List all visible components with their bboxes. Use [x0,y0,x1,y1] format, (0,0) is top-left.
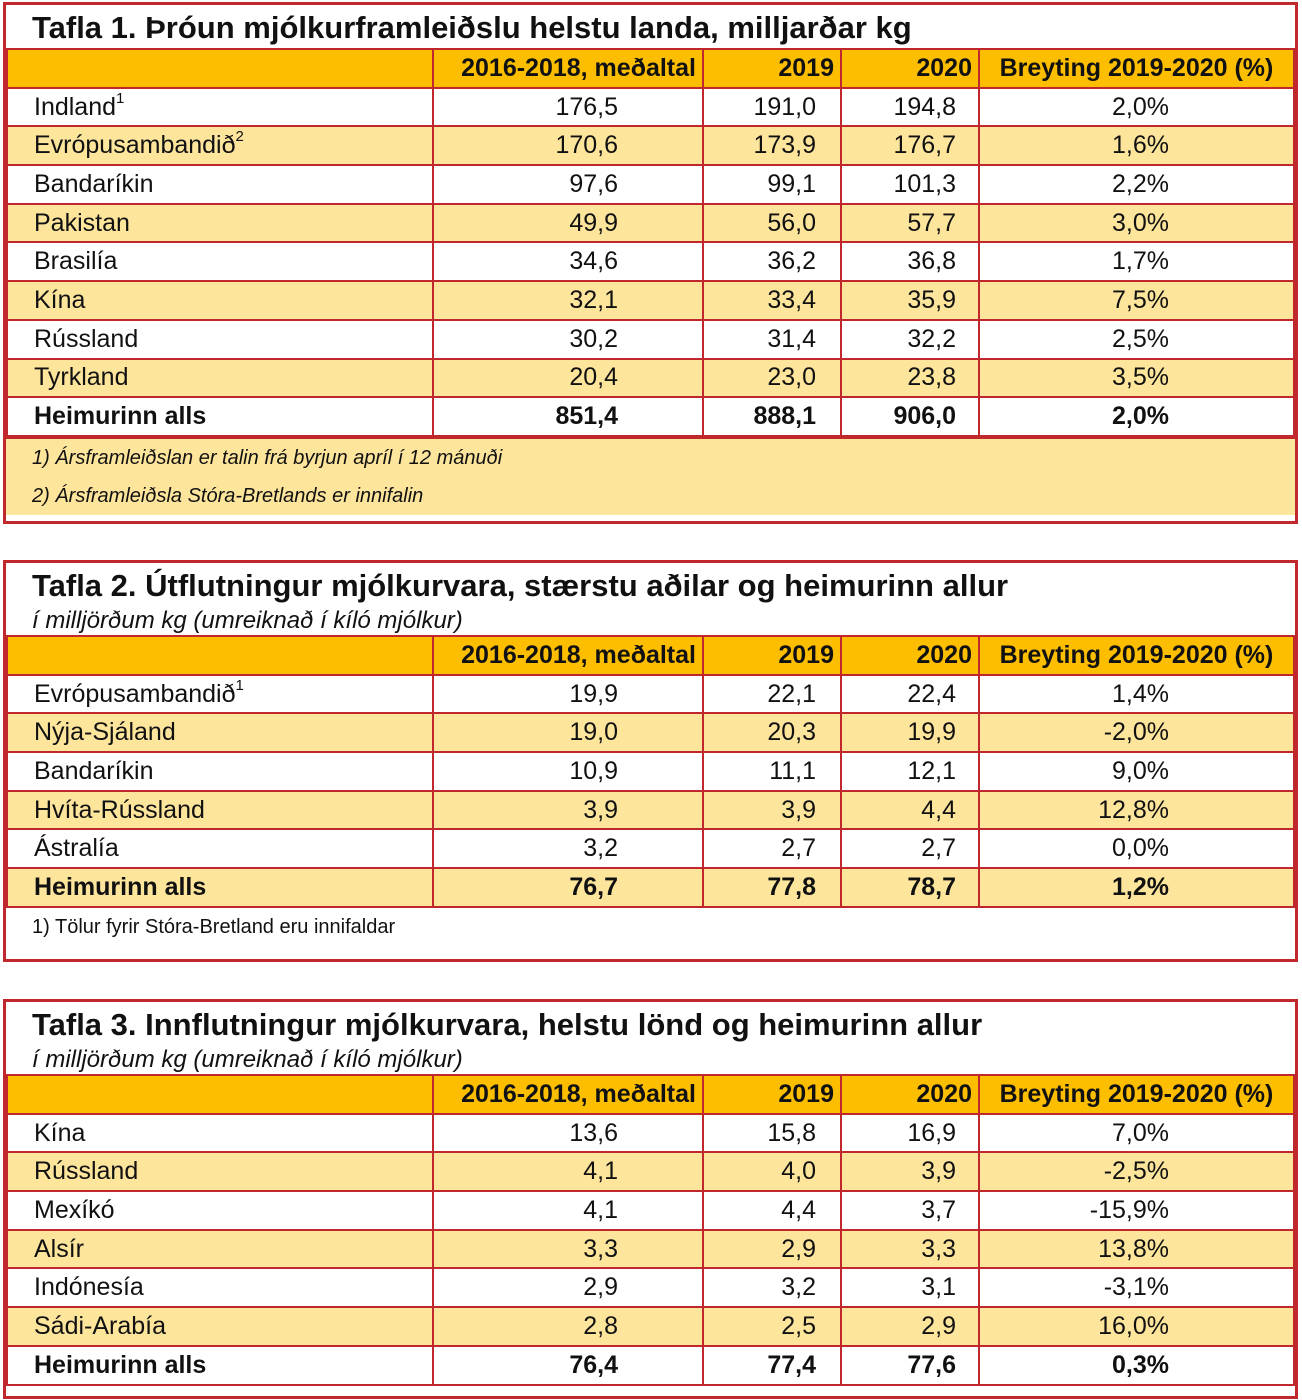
cell-change: 2,0% [979,88,1294,127]
cell-change: 16,0% [979,1307,1294,1346]
header-cell-2019: 2019 [703,636,841,675]
row-label: Rússland [7,1152,433,1191]
cell-avg: 3,2 [433,829,703,868]
table-title: Tafla 1. Þróun mjólkurframleiðslu helstu landa, milljarðar kg [32,10,912,45]
header-cell-avg: 2016-2018, meðaltal [433,1075,703,1114]
cell-change: 2,2% [979,165,1294,204]
cell-change: -2,0% [979,713,1294,752]
table-row [7,1268,1294,1307]
cell-change: 2,5% [979,320,1294,359]
table-1-production [3,2,1298,524]
row-label: Kína [7,281,433,320]
cell-change: -2,5% [979,1152,1294,1191]
cell-2020: 2,7 [841,829,979,868]
cell-avg: 76,4 [433,1346,703,1385]
table-title: Tafla 3. Innflutningur mjólkurvara, helstu lönd og heimurinn allur [32,1007,983,1042]
footnote-marker: 1 [116,89,125,107]
header-cell-2019: 2019 [703,49,841,88]
header-cell-change: Breyting 2019-2020 (%) [979,636,1294,675]
table-row [7,126,1294,165]
total-row [7,868,1294,907]
cell-change: 7,0% [979,1114,1294,1153]
header-cell-label [7,636,433,675]
cell-avg: 10,9 [433,752,703,791]
table-row [7,829,1294,868]
cell-avg: 32,1 [433,281,703,320]
footnote: 1) Ársframleiðslan er talin frá byrjun apríl í 12 mánuði [32,446,503,469]
header-cell-label [7,49,433,88]
cell-change: 1,2% [979,868,1294,907]
cell-2019: 2,9 [703,1230,841,1269]
table-row [7,752,1294,791]
cell-2020: 77,6 [841,1346,979,1385]
cell-avg: 3,3 [433,1230,703,1269]
cell-2019: 31,4 [703,320,841,359]
table-row [7,791,1294,830]
data-table [6,48,1295,437]
table-row [7,320,1294,359]
cell-avg: 13,6 [433,1114,703,1153]
cell-change: 0,0% [979,829,1294,868]
cell-avg: 49,9 [433,204,703,243]
cell-avg: 97,6 [433,165,703,204]
cell-2020: 3,1 [841,1268,979,1307]
cell-2020: 32,2 [841,320,979,359]
row-label: Evrópusambandið$^2$ [7,126,433,165]
table-row [7,165,1294,204]
header-cell-2020: 2020 [841,1075,979,1114]
cell-change: -15,9% [979,1191,1294,1230]
cell-2019: 4,0 [703,1152,841,1191]
cell-2020: 22,4 [841,675,979,714]
cell-change: 3,5% [979,359,1294,398]
cell-change: -3,1% [979,1268,1294,1307]
cell-2020: 19,9 [841,713,979,752]
cell-change: 1,4% [979,675,1294,714]
cell-2020: 4,4 [841,791,979,830]
cell-avg: 176,5 [433,88,703,127]
cell-2020: 906,0 [841,397,979,436]
cell-change: 3,0% [979,204,1294,243]
cell-avg: 2,9 [433,1268,703,1307]
cell-2019: 888,1 [703,397,841,436]
cell-2020: 36,8 [841,242,979,281]
cell-2020: 176,7 [841,126,979,165]
cell-change: 7,5% [979,281,1294,320]
cell-change: 13,8% [979,1230,1294,1269]
table-row [7,281,1294,320]
cell-2020: 2,9 [841,1307,979,1346]
header-cell-change: Breyting 2019-2020 (%) [979,1075,1294,1114]
cell-2019: 3,2 [703,1268,841,1307]
header-row [7,49,1294,88]
table-row [7,359,1294,398]
cell-2019: 33,4 [703,281,841,320]
row-label: Brasilía [7,242,433,281]
row-label: Bandaríkin [7,752,433,791]
cell-2020: 57,7 [841,204,979,243]
row-label: Rússland [7,320,433,359]
cell-avg: 34,6 [433,242,703,281]
cell-2019: 2,5 [703,1307,841,1346]
row-label: Indónesía [7,1268,433,1307]
row-label: Mexíkó [7,1191,433,1230]
header-cell-label [7,1075,433,1114]
total-row [7,1346,1294,1385]
table-row [7,1191,1294,1230]
header-row [7,1075,1294,1114]
header-cell-change: Breyting 2019-2020 (%) [979,49,1294,88]
table-row [7,1230,1294,1269]
cell-avg: 4,1 [433,1191,703,1230]
cell-2019: 2,7 [703,829,841,868]
table-subtitle: í milljörðum kg (umreiknað í kíló mjólkur) [32,1046,463,1073]
cell-avg: 20,4 [433,359,703,398]
cell-2019: 4,4 [703,1191,841,1230]
table-row [7,1152,1294,1191]
header-row [7,636,1294,675]
cell-avg: 170,6 [433,126,703,165]
cell-2020: 16,9 [841,1114,979,1153]
cell-2020: 3,7 [841,1191,979,1230]
cell-change: 12,8% [979,791,1294,830]
cell-change: 1,7% [979,242,1294,281]
table-2-exports [3,560,1298,962]
row-label: Heimurinn alls [7,397,433,436]
header-cell-avg: 2016-2018, meðaltal [433,636,703,675]
cell-2019: 173,9 [703,126,841,165]
cell-2019: 23,0 [703,359,841,398]
row-label: Kína [7,1114,433,1153]
row-label: Bandaríkin [7,165,433,204]
cell-2019: 11,1 [703,752,841,791]
table-title: Tafla 2. Útflutningur mjólkurvara, stærstu aðilar og heimurinn allur [32,568,1009,603]
cell-change: 2,0% [979,397,1294,436]
cell-avg: 19,0 [433,713,703,752]
footnote-marker: 1 [235,676,244,694]
cell-avg: 30,2 [433,320,703,359]
cell-change: 1,6% [979,126,1294,165]
cell-avg: 851,4 [433,397,703,436]
total-row [7,397,1294,436]
cell-2020: 78,7 [841,868,979,907]
table-row [7,713,1294,752]
row-label: Ástralía [7,829,433,868]
cell-avg: 76,7 [433,868,703,907]
header-cell-2020: 2020 [841,636,979,675]
cell-2020: 23,8 [841,359,979,398]
data-table [6,1074,1295,1386]
cell-2019: 3,9 [703,791,841,830]
row-label: Nýja-Sjáland [7,713,433,752]
cell-avg: 2,8 [433,1307,703,1346]
footnote-marker: 2 [235,128,244,146]
row-label: Tyrkland [7,359,433,398]
cell-avg: 19,9 [433,675,703,714]
cell-change: 9,0% [979,752,1294,791]
table-row [7,1114,1294,1153]
row-label: Evrópusambandið$^1$ [7,675,433,714]
table-row [7,204,1294,243]
footnote: 1) Tölur fyrir Stóra-Bretland eru innifaldar [6,908,1295,946]
cell-2020: 101,3 [841,165,979,204]
data-table [6,635,1295,908]
footnotes [6,437,1295,515]
cell-2019: 77,4 [703,1346,841,1385]
cell-change: 0,3% [979,1346,1294,1385]
row-label: Heimurinn alls [7,868,433,907]
cell-avg: 4,1 [433,1152,703,1191]
cell-2020: 12,1 [841,752,979,791]
cell-2019: 22,1 [703,675,841,714]
table-row [7,1307,1294,1346]
cell-2020: 3,3 [841,1230,979,1269]
header-cell-2020: 2020 [841,49,979,88]
row-label: Alsír [7,1230,433,1269]
cell-2019: 20,3 [703,713,841,752]
header-cell-2019: 2019 [703,1075,841,1114]
header-cell-avg: 2016-2018, meðaltal [433,49,703,88]
row-label: Hvíta-Rússland [7,791,433,830]
cell-2020: 35,9 [841,281,979,320]
table-subtitle: í milljörðum kg (umreiknað í kíló mjólkur) [32,607,463,634]
cell-avg: 3,9 [433,791,703,830]
cell-2020: 194,8 [841,88,979,127]
row-label: Heimurinn alls [7,1346,433,1385]
row-label: Indland$^1$ [7,88,433,127]
table-row [7,675,1294,714]
footnote: 2) Ársframleiðsla Stóra-Bretlands er innifalin [32,484,424,507]
cell-2019: 99,1 [703,165,841,204]
table-row [7,88,1294,127]
table-3-imports [3,999,1298,1399]
cell-2019: 191,0 [703,88,841,127]
row-label: Pakistan [7,204,433,243]
cell-2019: 36,2 [703,242,841,281]
cell-2019: 56,0 [703,204,841,243]
cell-2019: 77,8 [703,868,841,907]
cell-2019: 15,8 [703,1114,841,1153]
table-row [7,242,1294,281]
cell-2020: 3,9 [841,1152,979,1191]
row-label: Sádi-Arabía [7,1307,433,1346]
